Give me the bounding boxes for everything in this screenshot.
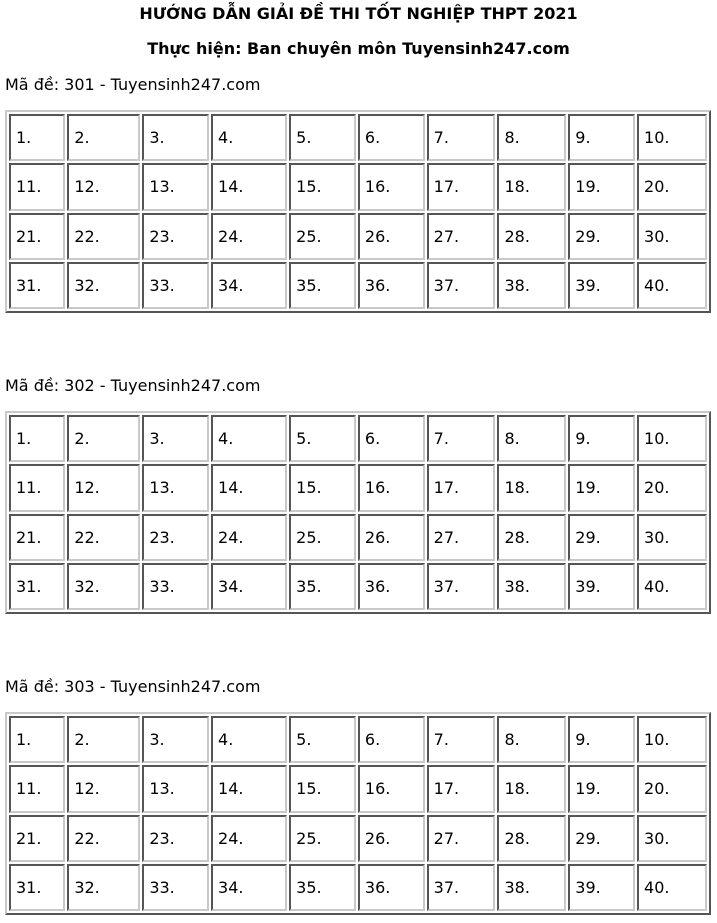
- answer-cell: 37.: [427, 563, 496, 610]
- answer-cell: 8.: [497, 415, 566, 462]
- answer-cell: 9.: [568, 716, 635, 763]
- answer-cell: 21.: [9, 514, 65, 561]
- answer-cell: 10.: [637, 114, 707, 161]
- answer-cell: 21.: [9, 815, 65, 862]
- answer-cell: 39.: [568, 563, 635, 610]
- answer-table: [5, 712, 711, 915]
- answer-cell: 30.: [637, 815, 707, 862]
- answer-cell: 27.: [427, 213, 496, 260]
- answer-cell: 33.: [142, 864, 209, 911]
- answer-cell: 35.: [289, 563, 356, 610]
- answer-cell: 28.: [497, 815, 566, 862]
- answer-cell: 18.: [497, 464, 566, 511]
- answer-cell: 11.: [9, 163, 65, 210]
- answer-cell: 8.: [497, 716, 566, 763]
- answer-cell: 38.: [497, 262, 566, 309]
- answer-cell: 10.: [637, 415, 707, 462]
- answer-cell: 24.: [211, 213, 287, 260]
- answer-cell: 2.: [67, 114, 140, 161]
- answer-cell: 1.: [9, 415, 65, 462]
- answer-cell: 12.: [67, 163, 140, 210]
- answer-cell: 28.: [497, 213, 566, 260]
- answer-cell: 34.: [211, 864, 287, 911]
- answer-cell: 39.: [568, 864, 635, 911]
- answer-row: [9, 464, 707, 511]
- answer-cell: 36.: [358, 563, 425, 610]
- answer-cell: 1.: [9, 114, 65, 161]
- answer-cell: 32.: [67, 864, 140, 911]
- answer-cell: 17.: [427, 464, 496, 511]
- answer-cell: 24.: [211, 514, 287, 561]
- answer-cell: 5.: [289, 415, 356, 462]
- answer-cell: 24.: [211, 815, 287, 862]
- answer-cell: 5.: [289, 114, 356, 161]
- answer-cell: 37.: [427, 864, 496, 911]
- answer-cell: 25.: [289, 514, 356, 561]
- answer-cell: 14.: [211, 163, 287, 210]
- answer-cell: 8.: [497, 114, 566, 161]
- answer-cell: 19.: [568, 464, 635, 511]
- exam-code-label: Mã đề: 302 - Tuyensinh247.com: [5, 376, 261, 395]
- answer-cell: 32.: [67, 563, 140, 610]
- answer-cell: 35.: [289, 262, 356, 309]
- answer-cell: 20.: [637, 765, 707, 812]
- answer-cell: 27.: [427, 815, 496, 862]
- answer-cell: 14.: [211, 765, 287, 812]
- answer-cell: 29.: [568, 815, 635, 862]
- page-subtitle: Thực hiện: Ban chuyên môn Tuyensinh247.com: [147, 39, 570, 58]
- answer-cell: 35.: [289, 864, 356, 911]
- answer-cell: 26.: [358, 213, 425, 260]
- answer-cell: 15.: [289, 464, 356, 511]
- answer-cell: 40.: [637, 563, 707, 610]
- answer-cell: 22.: [67, 815, 140, 862]
- answer-cell: 32.: [67, 262, 140, 309]
- answer-cell: 16.: [358, 464, 425, 511]
- answer-row: [9, 563, 707, 610]
- answer-cell: 31.: [9, 262, 65, 309]
- answer-cell: 33.: [142, 563, 209, 610]
- answer-row: [9, 114, 707, 161]
- exam-code-label: Mã đề: 303 - Tuyensinh247.com: [5, 677, 261, 696]
- answer-cell: 7.: [427, 415, 496, 462]
- answer-cell: 20.: [637, 163, 707, 210]
- answer-cell: 36.: [358, 864, 425, 911]
- answer-cell: 2.: [67, 716, 140, 763]
- answer-cell: 15.: [289, 163, 356, 210]
- answer-cell: 9.: [568, 415, 635, 462]
- answer-cell: 20.: [637, 464, 707, 511]
- answer-cell: 28.: [497, 514, 566, 561]
- answer-cell: 15.: [289, 765, 356, 812]
- answer-cell: 13.: [142, 464, 209, 511]
- answer-cell: 12.: [67, 464, 140, 511]
- answer-table: [5, 411, 711, 614]
- answer-cell: 40.: [637, 262, 707, 309]
- answer-cell: 39.: [568, 262, 635, 309]
- answer-row: [9, 415, 707, 462]
- answer-cell: 4.: [211, 114, 287, 161]
- answer-cell: 31.: [9, 864, 65, 911]
- answer-cell: 4.: [211, 716, 287, 763]
- answer-cell: 16.: [358, 163, 425, 210]
- answer-cell: 22.: [67, 514, 140, 561]
- answer-cell: 19.: [568, 765, 635, 812]
- answer-cell: 18.: [497, 163, 566, 210]
- answer-cell: 36.: [358, 262, 425, 309]
- answer-cell: 23.: [142, 514, 209, 561]
- answer-cell: 19.: [568, 163, 635, 210]
- page-title: HƯỚNG DẪN GIẢI ĐỀ THI TỐT NGHIỆP THPT 2021: [139, 4, 578, 23]
- answer-cell: 6.: [358, 716, 425, 763]
- answer-table: [5, 110, 711, 313]
- answer-cell: 13.: [142, 163, 209, 210]
- answer-row: [9, 815, 707, 862]
- answer-cell: 27.: [427, 514, 496, 561]
- answer-cell: 30.: [637, 213, 707, 260]
- answer-cell: 7.: [427, 114, 496, 161]
- answer-cell: 31.: [9, 563, 65, 610]
- answer-row: [9, 514, 707, 561]
- answer-cell: 29.: [568, 213, 635, 260]
- answer-cell: 9.: [568, 114, 635, 161]
- answer-row: [9, 864, 707, 911]
- answer-cell: 14.: [211, 464, 287, 511]
- answer-row: [9, 163, 707, 210]
- answer-row: [9, 765, 707, 812]
- answer-cell: 18.: [497, 765, 566, 812]
- answer-cell: 25.: [289, 213, 356, 260]
- answer-cell: 26.: [358, 514, 425, 561]
- answer-cell: 34.: [211, 262, 287, 309]
- answer-cell: 30.: [637, 514, 707, 561]
- answer-cell: 11.: [9, 765, 65, 812]
- answer-cell: 17.: [427, 765, 496, 812]
- answer-cell: 33.: [142, 262, 209, 309]
- answer-cell: 6.: [358, 114, 425, 161]
- answer-cell: 12.: [67, 765, 140, 812]
- answer-cell: 38.: [497, 864, 566, 911]
- answer-row: [9, 262, 707, 309]
- answer-cell: 6.: [358, 415, 425, 462]
- answer-cell: 29.: [568, 514, 635, 561]
- answer-cell: 13.: [142, 765, 209, 812]
- answer-cell: 40.: [637, 864, 707, 911]
- answer-cell: 1.: [9, 716, 65, 763]
- answer-cell: 16.: [358, 765, 425, 812]
- answer-cell: 4.: [211, 415, 287, 462]
- answer-cell: 17.: [427, 163, 496, 210]
- answer-cell: 23.: [142, 815, 209, 862]
- answer-cell: 21.: [9, 213, 65, 260]
- answer-cell: 5.: [289, 716, 356, 763]
- answer-row: [9, 213, 707, 260]
- answer-cell: 25.: [289, 815, 356, 862]
- answer-cell: 3.: [142, 716, 209, 763]
- answer-cell: 10.: [637, 716, 707, 763]
- answer-cell: 37.: [427, 262, 496, 309]
- answer-cell: 26.: [358, 815, 425, 862]
- answer-cell: 22.: [67, 213, 140, 260]
- exam-code-label: Mã đề: 301 - Tuyensinh247.com: [5, 75, 261, 94]
- answer-cell: 3.: [142, 415, 209, 462]
- answer-row: [9, 716, 707, 763]
- answer-cell: 2.: [67, 415, 140, 462]
- answer-cell: 38.: [497, 563, 566, 610]
- answer-cell: 3.: [142, 114, 209, 161]
- answer-cell: 7.: [427, 716, 496, 763]
- answer-cell: 34.: [211, 563, 287, 610]
- answer-cell: 23.: [142, 213, 209, 260]
- answer-cell: 11.: [9, 464, 65, 511]
